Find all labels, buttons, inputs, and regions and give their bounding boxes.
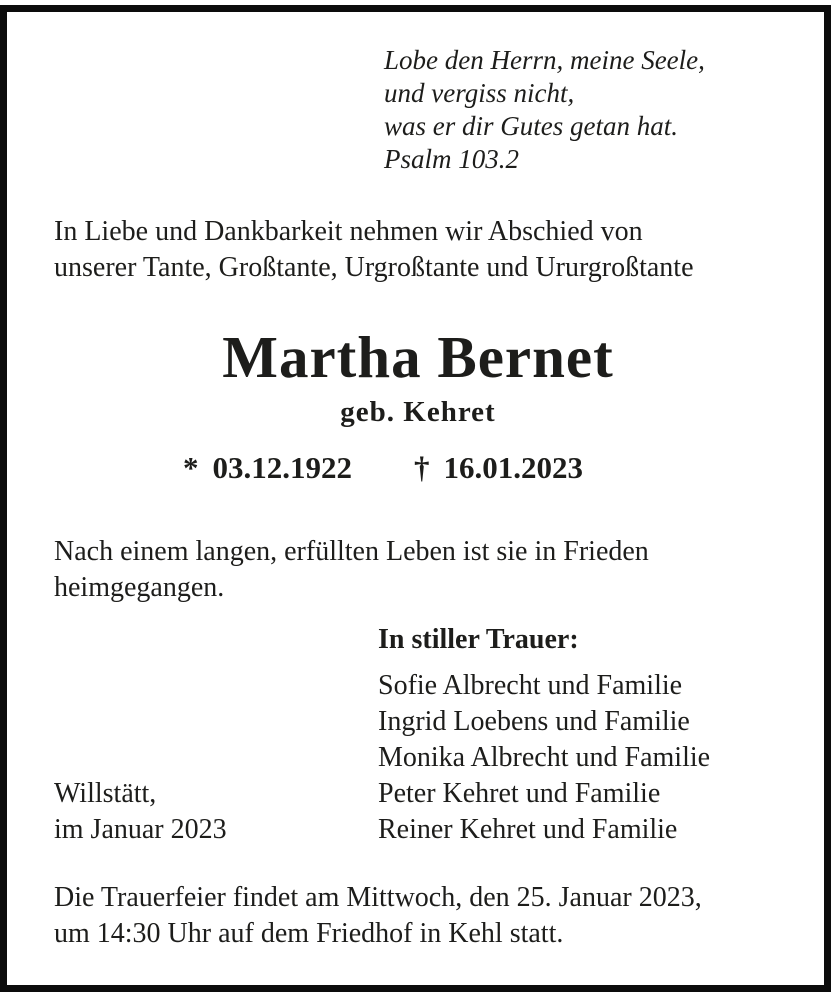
mourner-name: Sofie Albrecht und Familie bbox=[378, 670, 683, 701]
mourners-list bbox=[378, 668, 710, 848]
death-date bbox=[414, 450, 583, 486]
mourner-name: Reiner Kehret und Familie bbox=[378, 814, 678, 845]
mourner-name: Peter Kehret und Familie bbox=[378, 778, 661, 809]
death-date-value: 16.01.2023 bbox=[443, 450, 583, 485]
dagger-icon: † bbox=[414, 450, 430, 485]
place-and-date bbox=[54, 776, 227, 848]
quote-line: Lobe den Herrn, meine Seele, bbox=[384, 45, 705, 75]
birth-star-symbol: * bbox=[183, 450, 199, 485]
message-line: Nach einem langen, erfüllten Leben ist sie in Frieden bbox=[54, 536, 649, 567]
psalm-quote bbox=[384, 44, 705, 176]
message-line: heimgegangen. bbox=[54, 572, 225, 603]
intro-line: unserer Tante, Großtante, Urgroßtante und Ururgroßtante bbox=[54, 252, 694, 283]
mourning-heading: In stiller Trauer: bbox=[378, 624, 579, 655]
farewell-message bbox=[54, 534, 649, 606]
psalm-source: Psalm 103.2 bbox=[384, 144, 519, 174]
quote-line: was er dir Gutes getan hat. bbox=[384, 111, 678, 141]
deceased-name: Martha Bernet bbox=[222, 324, 614, 390]
intro-line: In Liebe und Dankbarkeit nehmen wir Abschied von bbox=[54, 216, 643, 247]
maiden-name: geb. Kehret bbox=[340, 396, 496, 428]
quote-line: und vergiss nicht, bbox=[384, 78, 575, 108]
mourner-name: Ingrid Loebens und Familie bbox=[378, 706, 690, 737]
date-line: im Januar 2023 bbox=[54, 814, 227, 845]
birth-date bbox=[183, 450, 352, 486]
funeral-info bbox=[54, 880, 702, 952]
funeral-line: um 14:30 Uhr auf dem Friedhof in Kehl statt. bbox=[54, 918, 564, 949]
mourner-name: Monika Albrecht und Familie bbox=[378, 742, 711, 773]
life-dates bbox=[183, 450, 583, 486]
birth-date-value: 03.12.1922 bbox=[212, 450, 352, 485]
funeral-line: Die Trauerfeier findet am Mittwoch, den 25. Januar 2023, bbox=[54, 882, 702, 913]
intro-text bbox=[54, 214, 694, 286]
place: Willstätt, bbox=[54, 778, 157, 809]
